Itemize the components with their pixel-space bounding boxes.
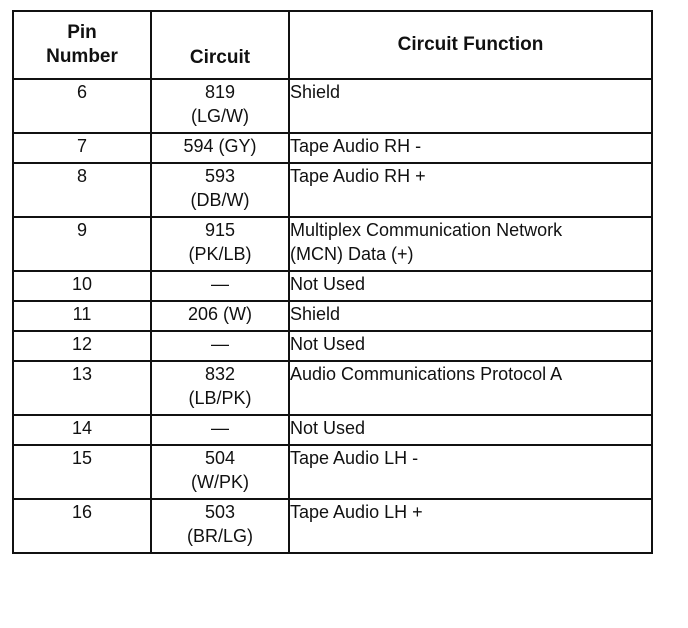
pin-cell: 7: [13, 133, 151, 163]
function-text-line2: (MCN) Data (+): [290, 244, 414, 264]
table-row: [13, 445, 652, 499]
function-cell: [289, 415, 652, 445]
pin-cell: 12: [13, 331, 151, 361]
circuit-cell: [151, 271, 289, 301]
circuit-cell: [151, 133, 289, 163]
function-cell: [289, 133, 652, 163]
table-row: [13, 301, 652, 331]
function-cell: [289, 217, 652, 271]
function-text: Audio Communications Protocol A: [290, 364, 563, 384]
header-pin-line2: Number: [46, 46, 118, 67]
function-text: Tape Audio RH +: [290, 166, 426, 186]
circuit-cell: [151, 415, 289, 445]
table-row: [13, 499, 652, 553]
table-row: [13, 133, 652, 163]
circuit-cell: [151, 217, 289, 271]
circuit-color: (BR/LG): [186, 526, 253, 546]
function-text: Multiplex Communication Network: [290, 220, 563, 240]
circuit-number: 206 (W): [187, 304, 252, 324]
table-row: [13, 163, 652, 217]
header-circuit-function: Circuit Function: [289, 11, 652, 79]
circuit-dash: —: [211, 334, 229, 354]
circuit-color: (W/PK): [191, 472, 249, 492]
circuit-number: 593: [204, 166, 236, 186]
function-text: Tape Audio LH -: [290, 448, 419, 468]
pin-cell: 9: [13, 217, 151, 271]
circuit-number: 504: [204, 448, 236, 468]
circuit-color: (PK/LB): [188, 244, 252, 264]
pin-cell: 16: [13, 499, 151, 553]
pin-cell: 15: [13, 445, 151, 499]
circuit-cell: [151, 79, 289, 133]
function-cell: [289, 271, 652, 301]
pin-cell: 10: [13, 271, 151, 301]
function-text: Not Used: [290, 274, 366, 294]
table-row: [13, 79, 652, 133]
circuit-cell: [151, 331, 289, 361]
function-text: Tape Audio RH -: [290, 136, 422, 156]
circuit-number: 915: [204, 220, 236, 240]
pin-cell: 11: [13, 301, 151, 331]
circuit-number: 503: [204, 502, 236, 522]
header-circuit: Circuit: [151, 11, 289, 79]
pin-circuit-table: [12, 10, 653, 554]
circuit-cell: [151, 301, 289, 331]
circuit-cell: [151, 499, 289, 553]
pin-cell: 14: [13, 415, 151, 445]
circuit-number: 594 (GY): [183, 136, 257, 156]
circuit-cell: [151, 445, 289, 499]
function-text: Shield: [290, 304, 341, 324]
function-cell: [289, 331, 652, 361]
circuit-dash: —: [211, 418, 229, 438]
circuit-color: (DB/W): [190, 190, 250, 210]
circuit-color: (LG/W): [191, 106, 249, 126]
pin-cell: 6: [13, 79, 151, 133]
function-cell: [289, 301, 652, 331]
circuit-color: (LB/PK): [188, 388, 252, 408]
circuit-cell: [151, 163, 289, 217]
table-row: [13, 415, 652, 445]
pin-cell: 8: [13, 163, 151, 217]
table-row: [13, 271, 652, 301]
header-pin-number: [13, 11, 151, 79]
function-cell: [289, 163, 652, 217]
circuit-number: 819: [204, 82, 236, 102]
function-cell: [289, 499, 652, 553]
function-text: Not Used: [290, 418, 366, 438]
function-text: Tape Audio LH +: [290, 502, 423, 522]
function-text: Not Used: [290, 334, 366, 354]
function-cell: [289, 361, 652, 415]
table-row: [13, 361, 652, 415]
function-cell: [289, 445, 652, 499]
circuit-number: 832: [204, 364, 236, 384]
circuit-dash: —: [211, 274, 229, 294]
header-row: [13, 11, 652, 79]
function-cell: [289, 79, 652, 133]
function-text: Shield: [290, 82, 341, 102]
pin-cell: 13: [13, 361, 151, 415]
header-pin-line1: Pin: [67, 22, 97, 43]
table-row: [13, 217, 652, 271]
circuit-cell: [151, 361, 289, 415]
table-row: [13, 331, 652, 361]
